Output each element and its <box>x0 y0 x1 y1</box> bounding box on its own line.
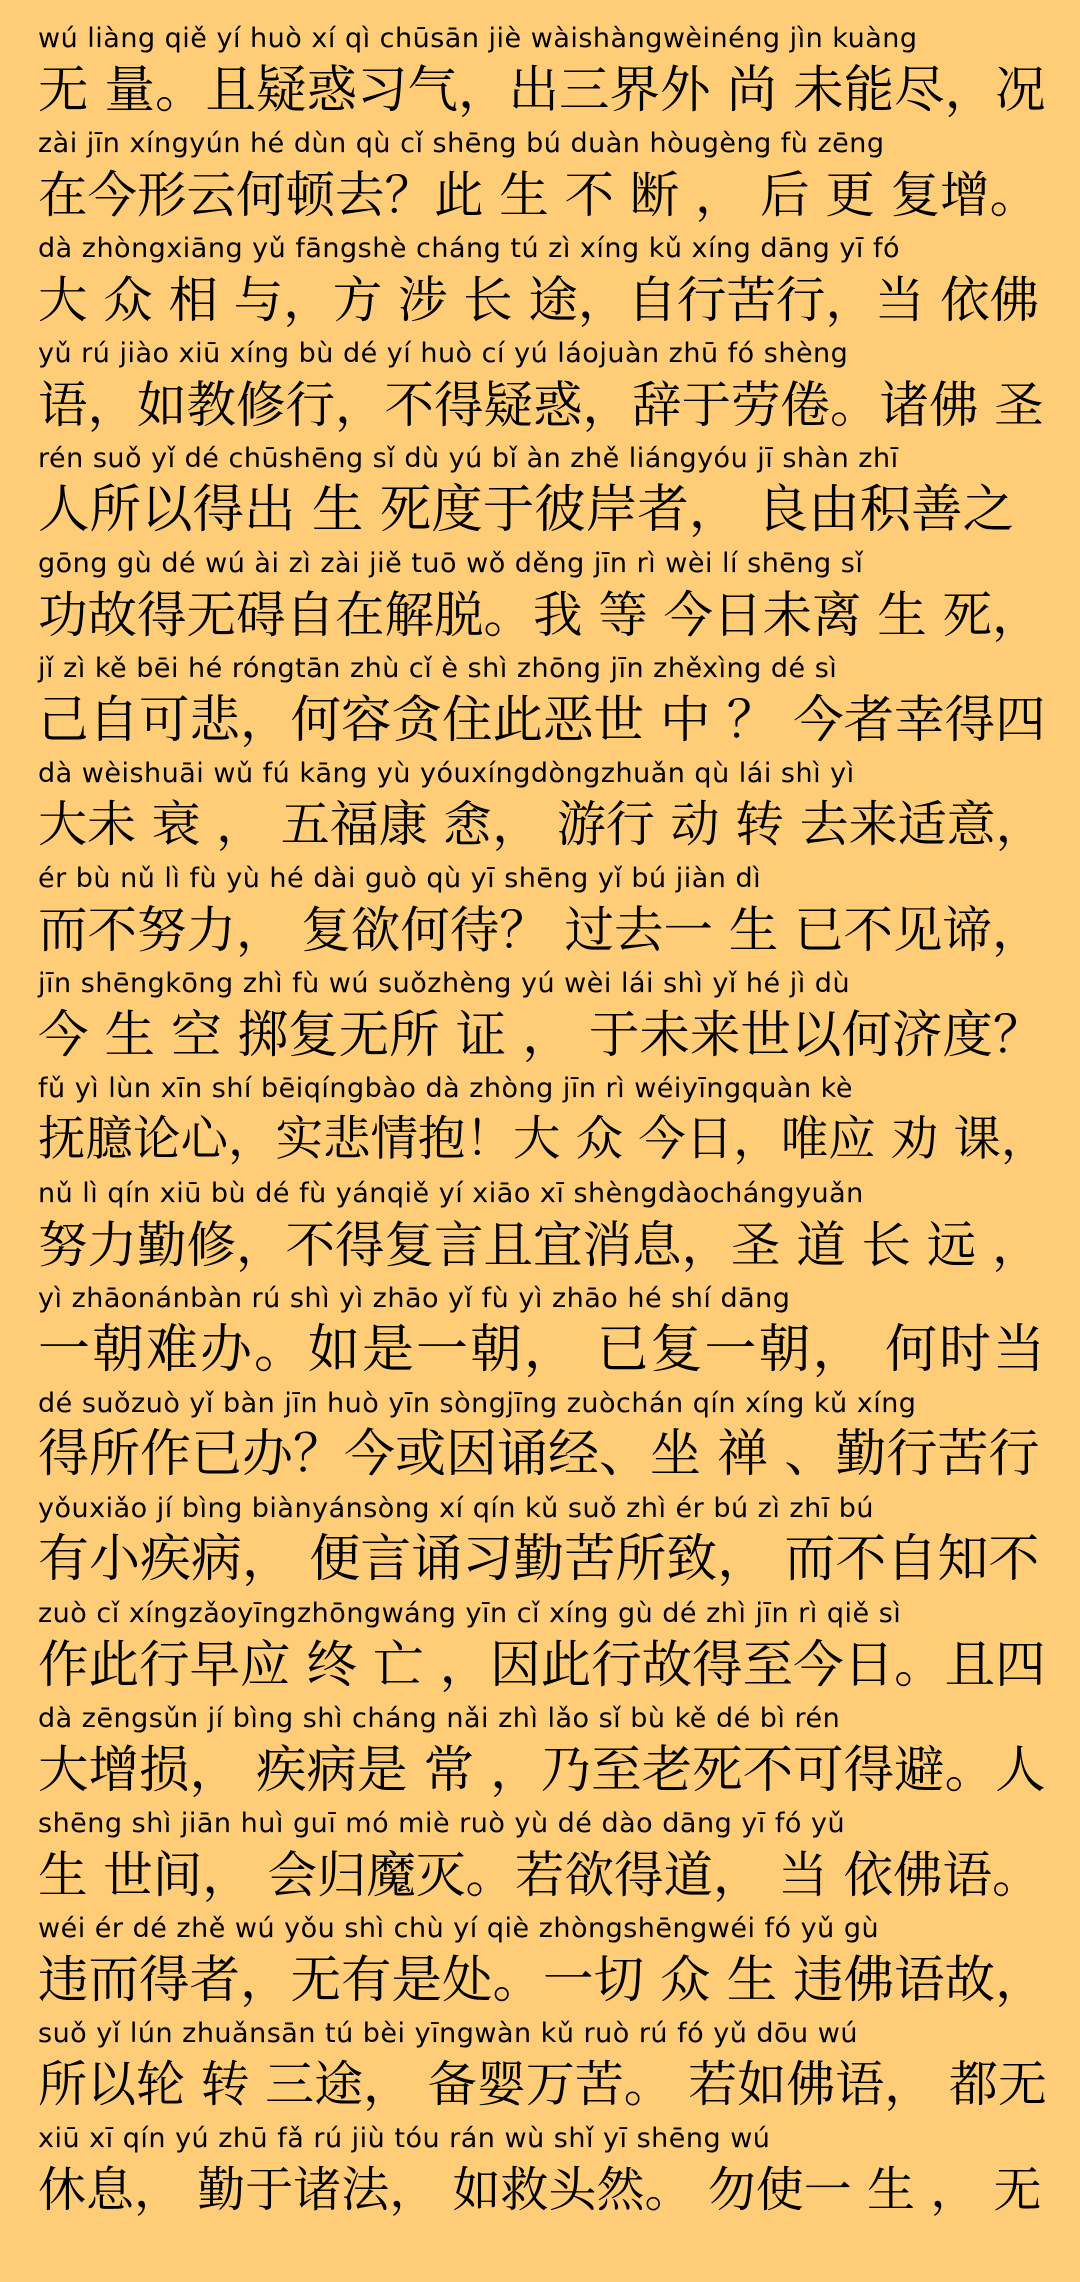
text-line <box>38 1492 1048 1596</box>
hanzi-row: 功故得无碍自在解脱。我 等 今日未离 生 死， <box>38 586 1042 644</box>
pinyin-row: dà zēngsǔn jí bìng shì cháng nǎi zhì lǎo sǐ bù kě dé bì rén <box>38 1703 841 1734</box>
hanzi-row: 无 量。且疑惑习气，出三界外 尚 未能尽，况 <box>38 60 1046 119</box>
text-line <box>38 1807 1048 1911</box>
hanzi-row: 得所作已办？今或因诵经、坐 禅 、勤行苦行 <box>38 1425 1040 1484</box>
text-line <box>38 232 1048 336</box>
pinyin-row: wú liàng qiě yí huò xí qì chūsān jiè wàishàngwèinéng jìn kuàng <box>38 23 918 54</box>
hanzi-row: 生 世间， 会归魔灭。若欲得道， 当 依佛语。 <box>38 1846 1042 1904</box>
text-line <box>38 1387 1048 1491</box>
text-line <box>38 1177 1048 1281</box>
text-line <box>38 757 1048 861</box>
hanzi-row: 一朝难办。如是一朝， 已复一朝， 何时当 <box>38 1320 1048 1380</box>
hanzi-row: 违而得者，无有是处。一切 众 生 违佛语故， <box>38 1950 1046 2009</box>
pinyin-row: zuò cǐ xíngzǎoyīngzhōngwáng yīn cǐ xíng gù dé zhì jīn rì qiě sì <box>38 1598 902 1629</box>
hanzi-row: 今 生 空 掷复无所 证 ， 于未来世以何济度？ <box>38 1005 1044 1064</box>
hanzi-row: 大未 衰 ， 五福康 悆， 游行 动 转 去来适意， <box>38 796 1045 853</box>
pinyin-row: yì zhāonánbàn rú shì yì zhāo yǐ fù yì zhāo hé shí dāng <box>38 1283 791 1314</box>
text-line <box>38 127 1048 231</box>
pinyin-row: dà zhòngxiāng yǔ fāngshè cháng tú zì xíng kǔ xíng dāng yī fó <box>38 233 900 264</box>
pinyin-row: fǔ yì lùn xīn shí bēiqíngbào dà zhòng jīn rì wéiyīngquàn kè <box>38 1073 853 1104</box>
hanzi-row: 人所以得出 生 死度于彼岸者， 良由积善之 <box>38 480 1015 540</box>
text-line <box>38 1597 1048 1701</box>
hanzi-row: 而不努力， 复欲何待？ 过去一 生 已不见谛， <box>38 901 1042 959</box>
pinyin-row: yǔ rú jiào xiū xíng bù dé yí huò cí yú láojuàn zhū fó shèng <box>38 338 849 369</box>
hanzi-row: 抚臆论心，实悲情抱！大 众 今日，唯应 劝 课， <box>38 1112 1049 1167</box>
pinyin-row: yǒuxiǎo jí bìng biànyánsòng xí qín kǔ suǒ zhì ér bú zì zhī bú <box>38 1493 875 1524</box>
text-line <box>38 967 1048 1071</box>
text-line <box>38 547 1048 651</box>
pinyin-row: dà wèishuāi wǔ fú kāng yù yóuxíngdòngzhuǎn qù lái shì yì <box>38 758 855 789</box>
text-line <box>38 337 1048 441</box>
text-line <box>38 442 1048 546</box>
pinyin-row: ér bù nǔ lì fù yù hé dài guò qù yī shēng yǐ bú jiàn dì <box>38 863 762 894</box>
text-line <box>38 1912 1048 2016</box>
text-line <box>38 1072 1048 1176</box>
pinyin-row: rén suǒ yǐ dé chūshēng sǐ dù yú bǐ àn zhě liángyóu jī shàn zhī <box>38 443 899 474</box>
text-line <box>38 862 1048 966</box>
hanzi-row: 在今形云何顿去？此 生 不 断 ， 后 更 复增。 <box>38 166 1040 224</box>
hanzi-row: 作此行早应 终 亡 ，因此行故得至今日。且四 <box>38 1635 1046 1694</box>
text-line <box>38 2017 1048 2121</box>
hanzi-row: 休息， 勤于诸法， 如救头然。 勿使一 生 ， 无 <box>38 2162 1042 2218</box>
pinyin-row: jǐ zì kě bēi hé róngtān zhù cǐ è shì zhōng jīn zhěxìng dé sì <box>38 653 838 684</box>
pinyin-row: jīn shēngkōng zhì fù wú suǒzhèng yú wèi lái shì yǐ hé jì dù <box>38 968 851 999</box>
pinyin-row: suǒ yǐ lún zhuǎnsān tú bèi yīngwàn kǔ ruò rú fó yǔ dōu wú <box>38 2018 858 2049</box>
text-line <box>38 1282 1048 1386</box>
pinyin-row: xiū xī qín yú zhū fǎ rú jiù tóu rán wù shǐ yī shēng wú <box>38 2123 771 2154</box>
pinyin-row: zài jīn xíngyún hé dùn qù cǐ shēng bú duàn hòugèng fù zēng <box>38 128 885 159</box>
hanzi-row: 大增损， 疾病是 常 ，乃至老死不可得避。人 <box>38 1740 1046 1799</box>
pinyin-row: shēng shì jiān huì guī mó miè ruò yù dé dào dāng yī fó yǔ <box>38 1808 846 1839</box>
pinyin-row: nǔ lì qín xiū bù dé fù yánqiě yí xiāo xī shèngdàochángyuǎn <box>38 1178 864 1209</box>
text-line <box>38 22 1048 126</box>
pinyin-row: dé suǒzuò yǐ bàn jīn huò yīn sòngjīng zuòchán qín xíng kǔ xíng <box>38 1388 917 1419</box>
hanzi-row: 努力勤修，不得复言且宜消息，圣 道 长 远 ， <box>38 1216 1042 1274</box>
pinyin-row: gōng gù dé wú ài zì zài jiě tuō wǒ děng jīn rì wèi lí shēng sǐ <box>38 548 864 579</box>
pinyin-row: wéi ér dé zhě wú yǒu shì chù yí qiè zhòngshēngwéi fó yǔ gù <box>38 1913 880 1944</box>
text-line <box>38 652 1048 756</box>
hanzi-row: 所以轮 转 三途， 备婴万苦。 若如佛语， 都无 <box>38 2056 1047 2113</box>
hanzi-row: 己自可悲，何容贪住此恶世 中 ？ 今者幸得四 <box>38 690 1046 749</box>
hanzi-row: 有小疾病， 便言诵习勤苦所致， 而不自知不 <box>38 1530 1040 1589</box>
hanzi-row: 语，如教修行，不得疑惑，辞于劳倦。诸佛 圣 <box>38 376 1044 434</box>
hanzi-row: 大 众 相 与，方 涉 长 途，自行苦行，当 依佛 <box>38 271 1040 329</box>
text-line <box>38 1702 1048 1806</box>
text-line <box>38 2122 1048 2226</box>
